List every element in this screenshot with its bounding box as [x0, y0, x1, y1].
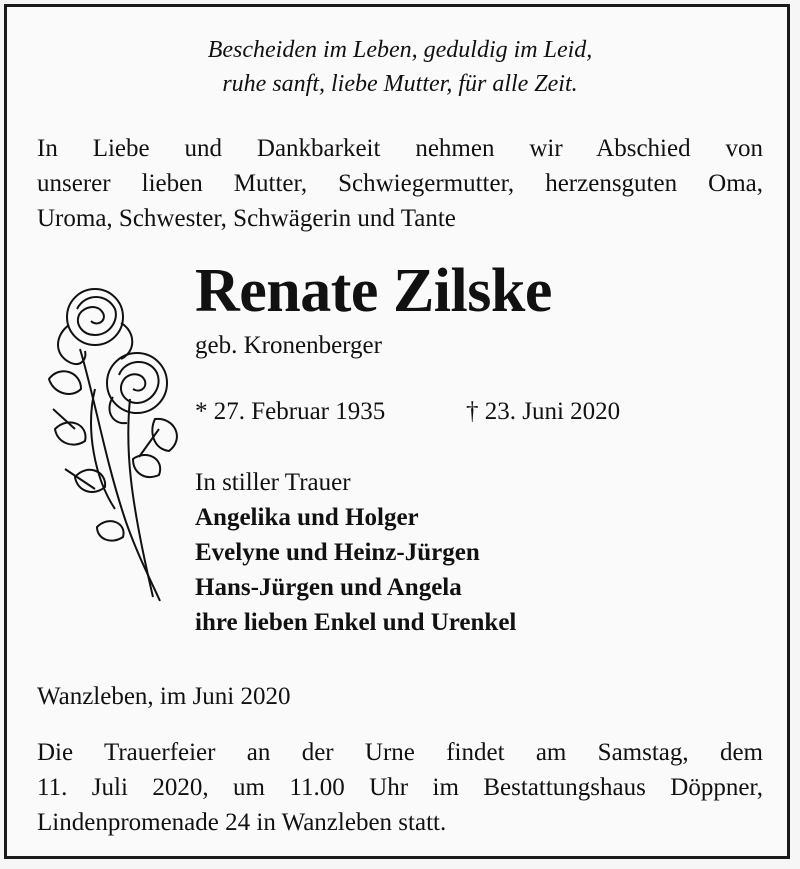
intro-line-1: In Liebe und Dankbarkeit nehmen wir Abschied von: [37, 135, 763, 162]
birth-date: * 27. Februar 1935: [195, 398, 386, 425]
ceremony-line-1: Die Trauerfeier an der Urne findet am Samstag, dem: [37, 739, 763, 766]
place-date: Wanzleben, im Juni 2020: [37, 683, 291, 710]
maiden-name: geb. Kronenberger: [195, 332, 382, 359]
obituary-frame: [4, 4, 790, 859]
intro-line-3: Uroma, Schwester, Schwägerin und Tante: [37, 205, 456, 232]
mourner-name: ihre lieben Enkel und Urenkel: [195, 609, 517, 636]
life-dates: [195, 395, 621, 429]
intro-text: [37, 131, 763, 236]
mourners-block: [195, 465, 516, 640]
intro-line-2: unserer lieben Mutter, Schwiegermutter, herzensguten Oma,: [37, 170, 763, 197]
mourner-name: Hans-Jürgen und Angela: [195, 574, 462, 601]
verse: [7, 33, 793, 101]
deceased-name: Renate Zilske: [195, 257, 552, 325]
ceremony-line-2: 11. Juli 2020, um 11.00 Uhr im Bestattungshaus Döppner,: [37, 774, 763, 801]
verse-line-1: Bescheiden im Leben, geduldig im Leid,: [207, 37, 593, 63]
ceremony-line-3: Lindenpromenade 24 in Wanzleben statt.: [37, 809, 447, 836]
death-date: † 23. Juni 2020: [466, 398, 621, 425]
mourners-heading: In stiller Trauer: [195, 469, 351, 496]
mourner-name: Evelyne und Heinz-Jürgen: [195, 539, 480, 566]
verse-line-2: ruhe sanft, liebe Mutter, für alle Zeit.: [222, 71, 578, 97]
roses-icon: [35, 279, 185, 605]
mourner-name: Angelika und Holger: [195, 504, 419, 531]
ceremony-text: [37, 735, 763, 840]
